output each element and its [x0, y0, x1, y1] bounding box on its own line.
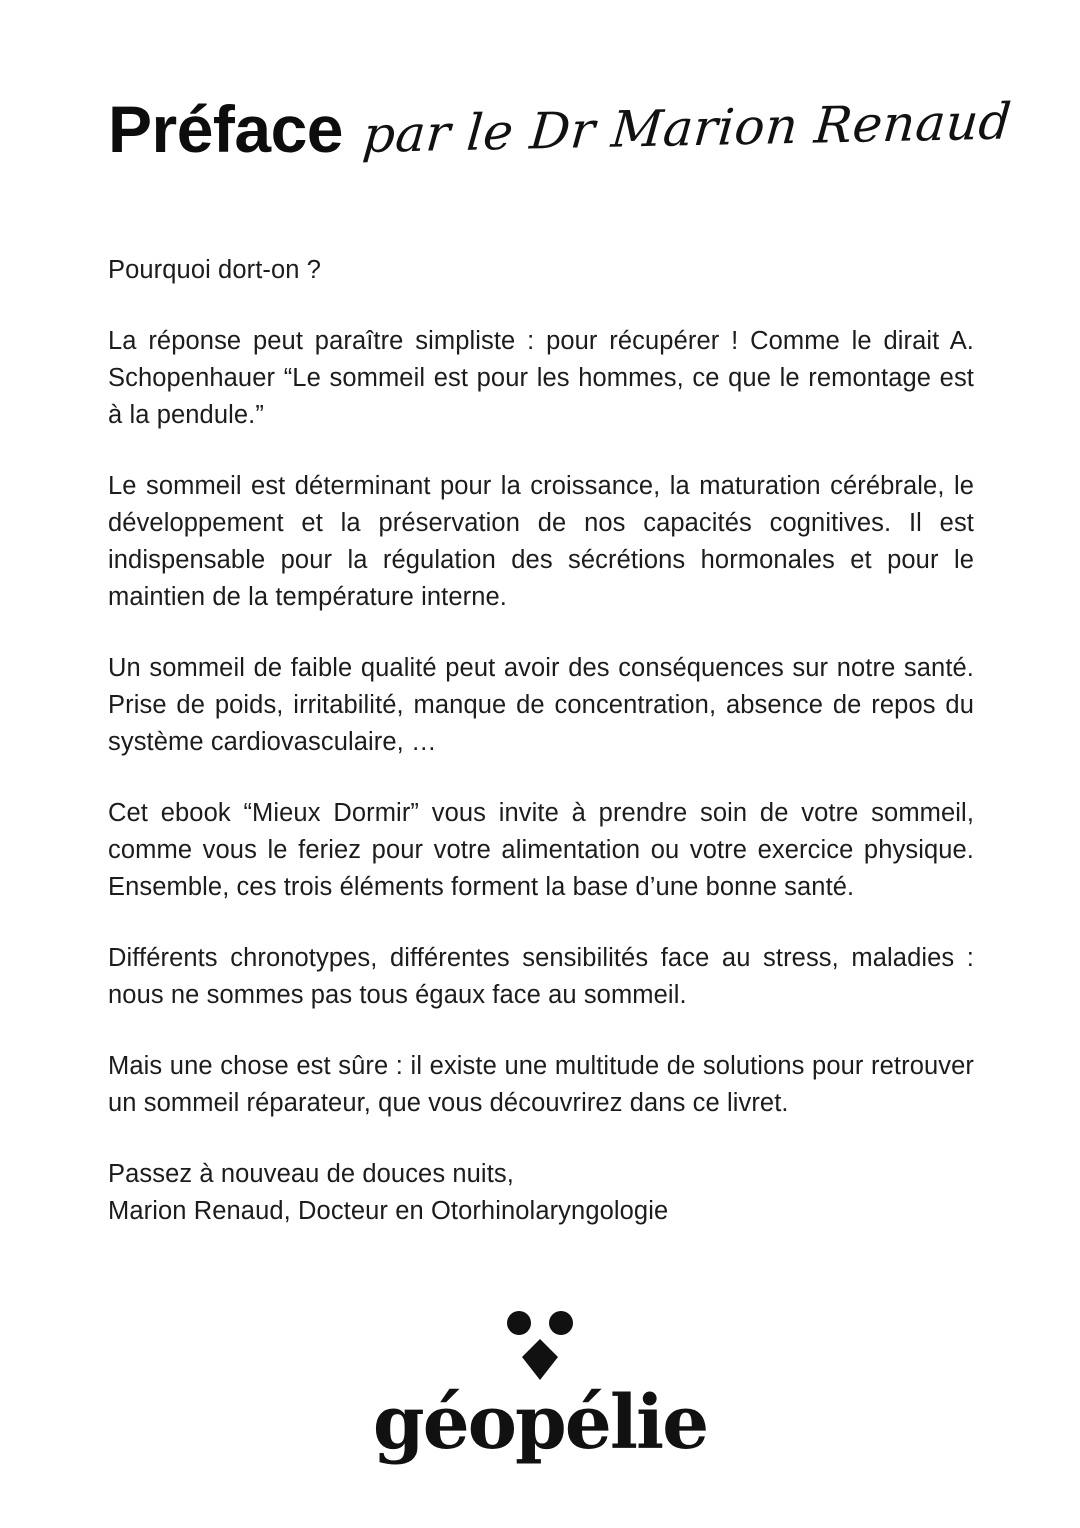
signature-line-greeting: Passez à nouveau de douces nuits, — [108, 1160, 514, 1188]
paragraph-question: Pourquoi dort-on ? — [108, 256, 322, 284]
paragraph-sleep-role: Le sommeil est déterminant pour la croissance, la maturation cérébrale, le développement et la préservation de nos capacités cognitives. Il est indispensable pour la régulation des sécrétions hormonales et pour le maintien de la température interne. — [108, 472, 982, 611]
paragraph-solutions: Mais une chose est sûre : il existe une multitude de solutions pour retrouver un sommeil réparateur, que vous découvrirez dans ce livret. — [108, 1052, 982, 1117]
signature-line-author: Marion Renaud, Docteur en Otorhinolaryngologie — [108, 1197, 669, 1225]
logo-wordmark: géopélie — [372, 1380, 708, 1466]
paragraph-ebook-invitation: Cet ebook “Mieux Dormir” vous invite à prendre soin de votre sommeil, comme vous le feriez pour votre alimentation ou votre exercice physique. Ensemble, ces trois éléments forment la base d’une bonne santé. — [108, 799, 982, 901]
paragraph-poor-sleep-consequences: Un sommeil de faible qualité peut avoir des conséquences sur notre santé. Prise de poids, irritabilité, manque de concentration, absence de repos du système cardiovasculaire, … — [108, 654, 989, 756]
title-main-text: Préface — [108, 92, 344, 166]
body-text-block — [108, 252, 989, 1230]
logo-beak-diamond-icon — [522, 1339, 558, 1380]
title-byline-script: par le Dr Marion Renaud — [360, 92, 1014, 164]
page-title — [108, 92, 1014, 166]
paragraph-schopenhauer: La réponse peut paraître simpliste : pour récupérer ! Comme le dirait A. Schopenhauer “Le sommeil est pour les hommes, ce que le remontage est à la pendule.” — [108, 327, 982, 429]
logo-eye-right-icon — [549, 1311, 573, 1335]
bird-face-mark-icon — [492, 1308, 588, 1382]
paragraph-chronotypes: Différents chronotypes, différentes sensibilités face au stress, maladies : nous ne sommes pas tous égaux face au sommeil. — [108, 944, 982, 1009]
footer-logo — [0, 1308, 1080, 1466]
logo-eye-left-icon — [507, 1311, 531, 1335]
